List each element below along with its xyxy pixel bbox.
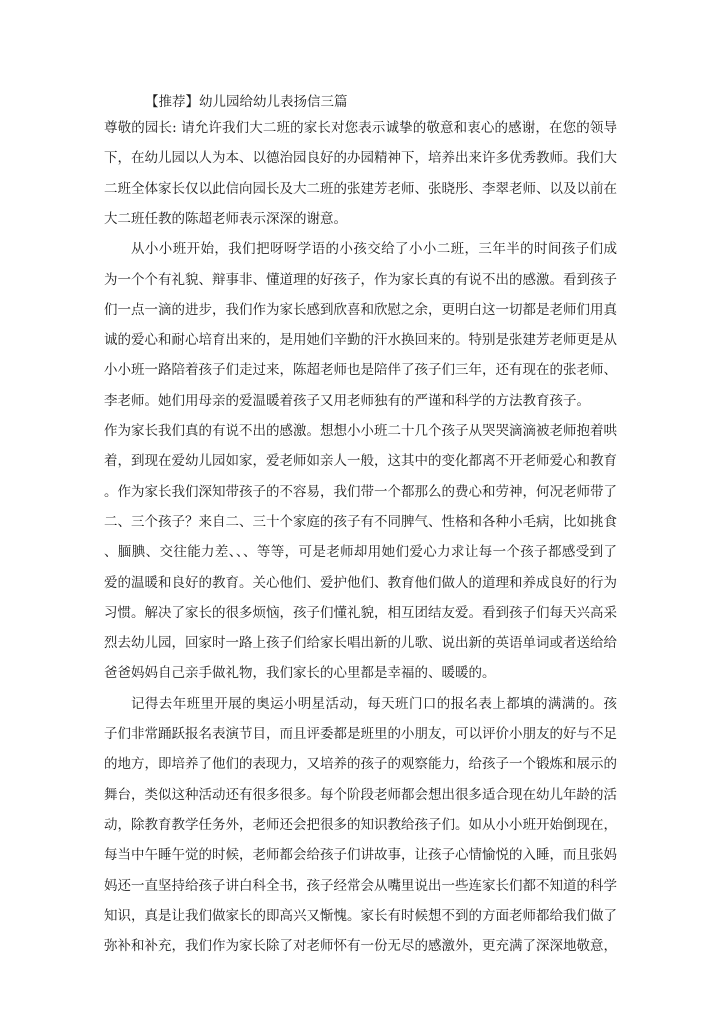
- body-line: 子们非常踊跃报名表演节目，而且评委都是班里的小朋友，可以评价小朋友的好与不足: [104, 726, 617, 742]
- body-line: 烈去幼儿园，回家时一路上孩子们给家长唱出新的儿歌、说出新的英语单词或者送给给: [104, 635, 617, 652]
- body-line: 记得去年班里开展的奥运小明星活动，每天班门口的报名表上都填的满满的。孩: [131, 695, 617, 712]
- body-line: 、腼腆、交往能力差、、、等等，可是老师却用她们爱心力求让每一个孩子都感受到了: [104, 544, 617, 561]
- body-line: 二、三个孩子？来自二、三十个家庭的孩子有不同脾气、性格和各种小毛病，比如挑食: [104, 513, 617, 530]
- body-line: 爱的温暖和良好的教育。关心他们、爱护他们、教育他们做人的道理和养成良好的行为: [104, 574, 617, 591]
- body-line: 习惯。解决了家长的很多烦恼，孩子们懂礼貌，相互团结友爱。看到孩子们每天兴高采: [104, 604, 617, 621]
- body-line: 下，在幼儿园以人为本、以德治园良好的办园精神下，培养出来许多优秀教师。我们大: [104, 150, 617, 167]
- body-line: 小小班一路陪着孩子们走过来，陈超老师也是陪伴了孩子们三年，还有现在的张老师、: [104, 362, 617, 379]
- body-line: 弥补和补充，我们作为家长除了对老师怀有一份无尽的感激外，更充满了深深地敬意，: [104, 938, 617, 955]
- body-line: 从小小班开始，我们把呀呀学语的小孩交给了小小二班，三年半的时间孩子们成: [131, 241, 617, 258]
- body-line: 们一点一滴的进步，我们作为家长感到欣喜和欣慰之余，更明白这一切都是老师们用真: [104, 301, 617, 318]
- body-line: 妈还一直坚持给孩子讲白科全书，孩子经常会从嘴里说出一些连家长们都不知道的科学: [104, 877, 617, 894]
- document-title: 【推荐】幼儿园给幼儿表扬信三篇: [145, 94, 348, 110]
- body-line: 知识，真是让我们做家长的即高兴又惭愧。家长有时候想不到的方面老师都给我们做了: [104, 907, 617, 924]
- body-line: 的地方，即培养了他们的表现力，又培养的孩子的观察能力，给孩子一个锻炼和展示的: [104, 756, 617, 773]
- body-line: 。作为家长我们深知带孩子的不容易，我们带一个都那么的费心和劳神，何况老师带了: [104, 483, 617, 500]
- body-line: 诚的爱心和耐心培育出来的，是用她们辛勤的汗水换回来的。特别是张建芳老师更是从: [104, 332, 617, 349]
- body-line: 李老师。她们用母亲的爱温暖着孩子又用老师独有的严谨和科学的方法教育孩子。: [104, 392, 590, 409]
- body-line: 二班全体家长仅以此信向园长及大二班的张建芳老师、张晓彤、李翠老师、以及以前在: [104, 180, 617, 197]
- body-line: 尊敬的园长: 请允许我们大二班的家长对您表示诚挚的敬意和衷心的感谢，在您的领导: [104, 120, 617, 136]
- body-line: 每当中午睡午觉的时候，老师都会给孩子们讲故事，让孩子心情愉悦的入睡，而且张妈: [104, 847, 617, 864]
- body-line: 爸爸妈妈自己亲手做礼物，我们家长的心里都是幸福的、暖暖的。: [104, 665, 496, 682]
- body-line: 着，到现在爱幼儿园如家，爱老师如亲人一般，这其中的变化都离不开老师爱心和教育: [104, 453, 617, 470]
- body-line: 大二班任教的陈超老师表示深深的谢意。: [104, 210, 347, 227]
- body-line: 舞台，类似这种活动还有很多很多。每个阶段老师都会想出很多适合现在幼儿年龄的活: [104, 786, 617, 803]
- body-line: 为一个个有礼貌、辩事非、懂道理的好孩子，作为家长真的有说不出的感激。看到孩子: [104, 271, 617, 288]
- body-line: 动，除教育教学任务外，老师还会把很多的知识教给孩子们。如从小小班开始倒现在，: [104, 816, 617, 833]
- body-line: 作为家长我们真的有说不出的感激。想想小小班二十几个孩子从哭哭滴滴被老师抱着哄: [104, 423, 617, 439]
